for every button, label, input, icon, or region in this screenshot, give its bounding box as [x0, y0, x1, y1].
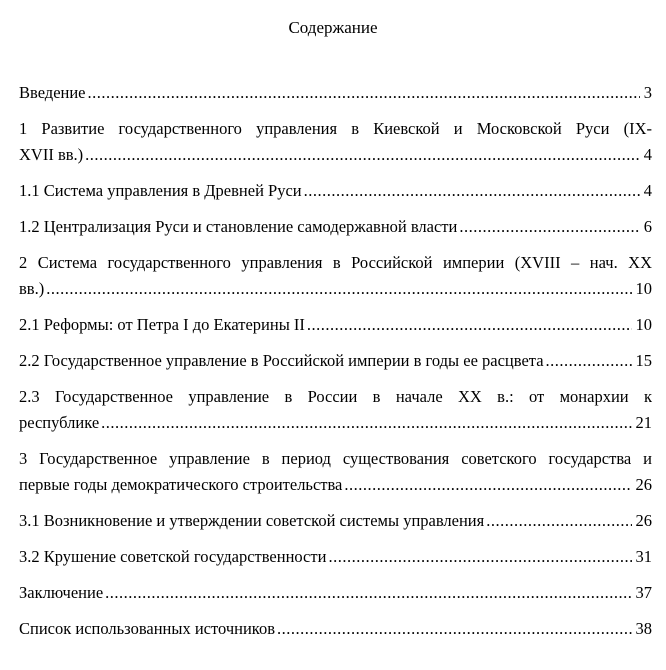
- toc-entry-title: Введение: [19, 83, 86, 102]
- toc-entry-chapter-3[interactable]: [19, 446, 652, 498]
- toc-leader: [304, 178, 640, 204]
- toc-leader: [101, 410, 631, 436]
- toc-leader: [105, 580, 631, 606]
- toc-leader: [344, 472, 631, 498]
- toc-leader: [85, 142, 640, 168]
- toc-entry-title: 2.2 Государственное управление в Российской империи в годы ее расцвета: [19, 351, 544, 370]
- toc-entry-title-line2: первые годы демократического строительства: [19, 475, 343, 494]
- toc-entry-section-2-1[interactable]: [19, 312, 652, 338]
- toc-entry-title-line2: вв.): [19, 279, 45, 298]
- page-title: Содержание: [288, 18, 378, 37]
- toc-page-number: 31: [635, 547, 652, 566]
- toc-entry-title-line2: XVII вв.): [19, 145, 84, 164]
- toc-entry-section-2-3[interactable]: [19, 384, 652, 436]
- toc-entry-title: 1.1 Система управления в Древней Руси: [19, 181, 302, 200]
- toc-leader: [546, 348, 632, 374]
- toc-entry-title: 1.2 Централизация Руси и становление самодержавной власти: [19, 217, 458, 236]
- toc-page-number: 6: [643, 217, 652, 236]
- toc-page-number: 26: [635, 511, 652, 530]
- toc-entry-title-line1: 2.3 Государственное управление в России в начале XX в.: от монархии к: [19, 387, 652, 406]
- toc-entry-title-line1: 2 Система государственного управления в Российской империи (XVIII – нач. XX: [19, 253, 652, 272]
- toc-entry-chapter-2[interactable]: [19, 250, 652, 302]
- toc-entry-title: 3.2 Крушение советской государственности: [19, 547, 327, 566]
- toc-page-number: 3: [643, 83, 652, 102]
- toc-entry-chapter-1[interactable]: [19, 116, 652, 168]
- toc-leader: [307, 312, 632, 338]
- toc-page-number: 4: [643, 181, 652, 200]
- toc-entry-sources[interactable]: [19, 616, 652, 642]
- toc-entry-section-2-2[interactable]: [19, 348, 652, 374]
- toc-page-number: 37: [635, 583, 652, 602]
- toc-entry-section-3-1[interactable]: [19, 508, 652, 534]
- toc-entry-conclusion[interactable]: [19, 580, 652, 606]
- toc-page-number: 21: [635, 413, 652, 432]
- table-of-contents: [19, 80, 652, 652]
- toc-entry-section-1-1[interactable]: [19, 178, 652, 204]
- toc-leader: [88, 80, 640, 106]
- toc-page-number: 10: [635, 279, 652, 298]
- toc-leader: [328, 544, 631, 570]
- toc-leader: [486, 508, 631, 534]
- toc-leader: [277, 616, 632, 642]
- toc-entry-title: 2.1 Реформы: от Петра I до Екатерины II: [19, 315, 305, 334]
- toc-page-number: 15: [635, 351, 652, 370]
- toc-entry-title-line1: 1 Развитие государственного управления в Киевской и Московской Руси (IX-: [19, 119, 652, 138]
- toc-entry-intro[interactable]: [19, 80, 652, 106]
- toc-page-number: 4: [643, 145, 652, 164]
- toc-entry-title: Заключение: [19, 583, 104, 602]
- toc-page-number: 10: [635, 315, 652, 334]
- toc-entry-section-3-2[interactable]: [19, 544, 652, 570]
- toc-page-number: 26: [635, 475, 652, 494]
- toc-page-number: 38: [635, 619, 652, 638]
- toc-entry-title: Список использованных источников: [19, 619, 275, 638]
- toc-entry-section-1-2[interactable]: [19, 214, 652, 240]
- toc-entry-title-line2: республике: [19, 413, 100, 432]
- toc-entry-title: 3.1 Возникновение и утверждении советской системы управления: [19, 511, 485, 530]
- toc-leader: [459, 214, 639, 240]
- toc-leader: [46, 276, 631, 302]
- toc-entry-title-line1: 3 Государственное управление в период существования советского государства и: [19, 449, 652, 468]
